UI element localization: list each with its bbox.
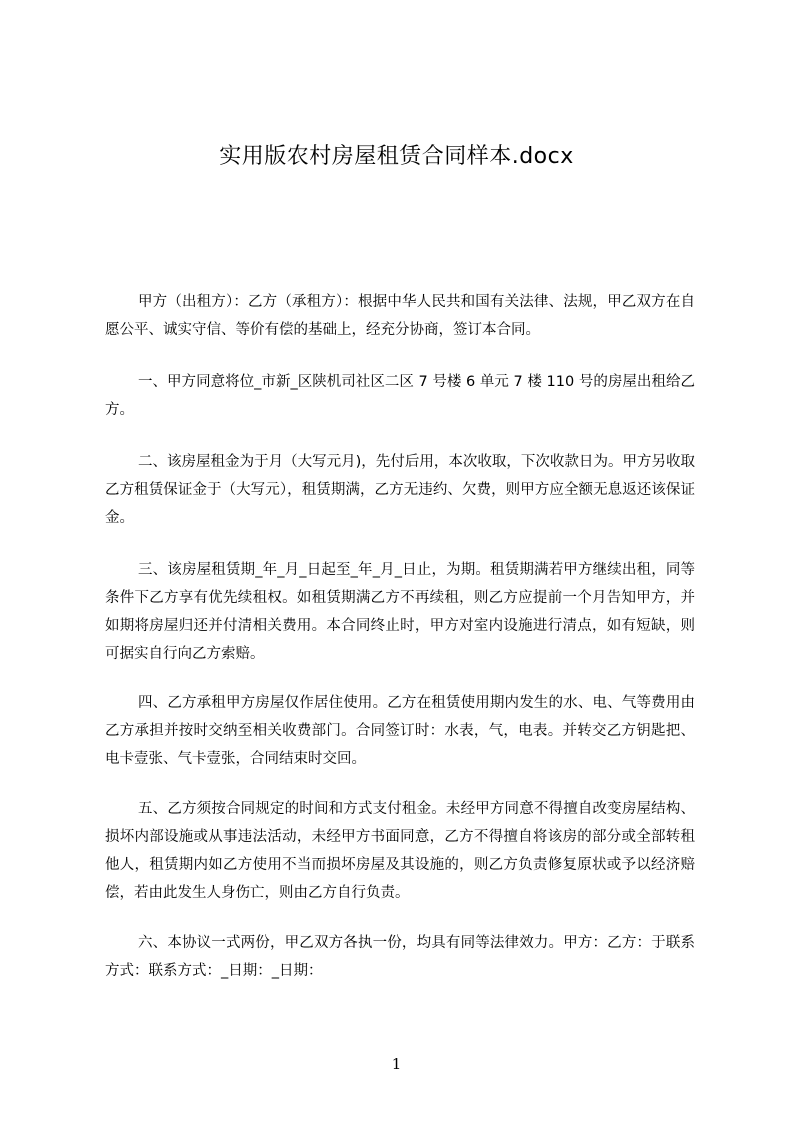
paragraph-clause-6: 六、本协议一式两份，甲乙双方各执一份，均具有同等法律效力。甲方：乙方：于联系方式：联系方式：_日期：_日期： xyxy=(105,935,695,979)
paragraph-clause-5: 五、乙方须按合同规定的时间和方式支付租金。未经甲方同意不得擅自改变房屋结构、损坏内部设施或从事违法活动，未经甲方书面同意，乙方不得擅自将该房的部分或全部转租他人，租赁期内如乙方使用不当而损坏房屋及其设施的，则乙方负责修复原状或予以经济赔偿，若由此发生人身伤亡，则由乙方自行负责。 xyxy=(105,801,695,901)
paragraph-clause-3: 三、该房屋租赁期_年_月_日起至_年_月_日止，为期。租赁期满若甲方继续出租，同等条件下乙方享有优先续租权。如租赁期满乙方不再续租，则乙方应提前一个月告知甲方，并如期将房屋归还并付清相关费用。本合同终止时，甲方对室内设施进行清点，如有短缺，则可据实自行向乙方索赔。 xyxy=(105,562,695,662)
paragraph-clause-4: 四、乙方承租甲方房屋仅作居住使用。乙方在租赁使用期内发生的水、电、气等费用由乙方承担并按时交纳至相关收费部门。合同签订时：水表，气，电表。并转交乙方钥匙把、电卡壹张、气卡壹张，合同结束时交回。 xyxy=(105,695,695,767)
paragraph-preamble: 甲方（出租方）：乙方（承租方）：根据中华人民共和国有关法律、法规，甲乙双方在自愿公平、诚实守信、等价有偿的基础上，经充分协商，签订本合同。 xyxy=(105,294,695,338)
paragraph-clause-2: 二、该房屋租金为于月（大写元月)，先付后用，本次收取，下次收款日为。甲方另收取乙方租赁保证金于（大写元），租赁期满，乙方无违约、欠费，则甲方应全额无息返还该保证金。 xyxy=(105,454,695,526)
document-title: 实用版农村房屋租赁合同样本.docx xyxy=(219,144,574,169)
page-number: 1 xyxy=(391,1055,402,1073)
paragraph-clause-1: 一、甲方同意将位_市新_区陕机司社区二区 7 号楼 6 单元 7 楼 110 号的房屋出租给乙方。 xyxy=(105,374,695,418)
